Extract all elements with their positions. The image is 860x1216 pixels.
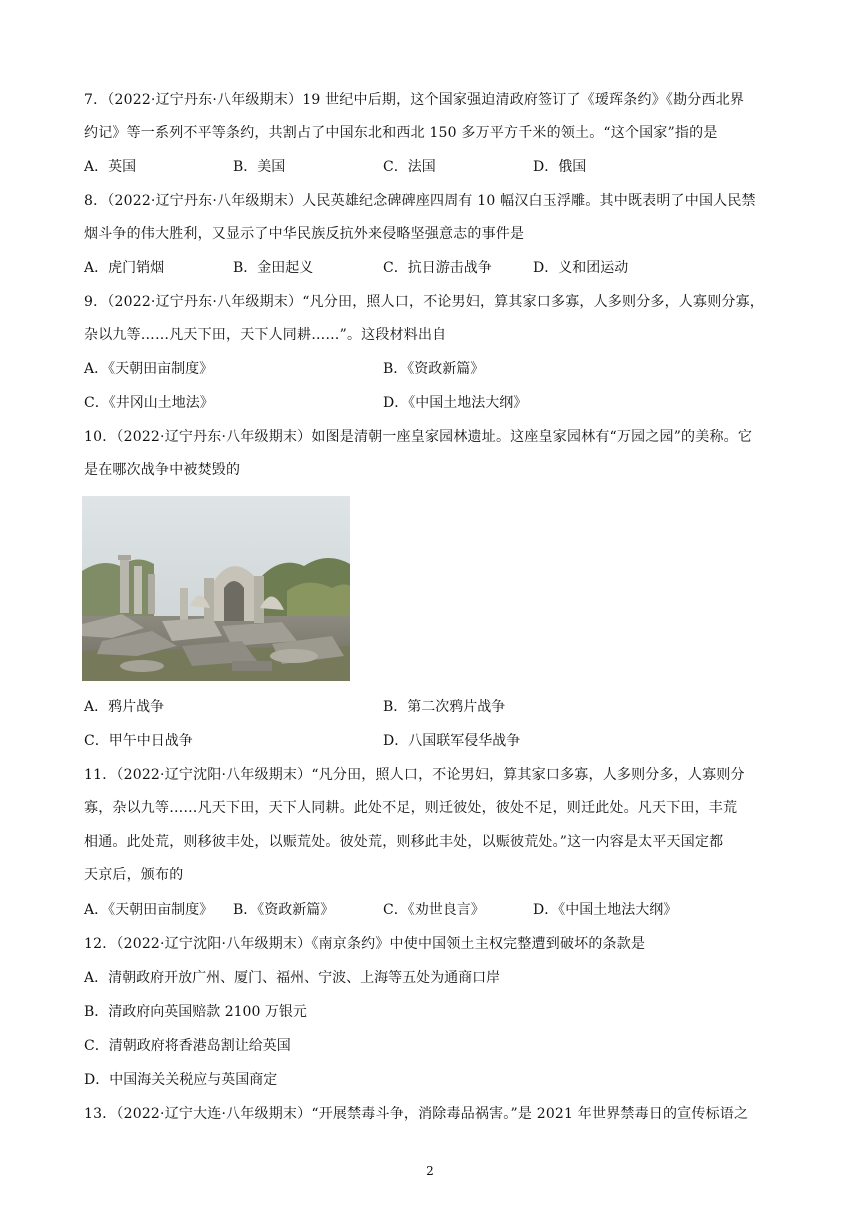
q7-line-2: 约记》等一系列不平等条约，共割占了中国东北和西北 150 多万平方千米的领土。“这个国家”指的是	[84, 125, 718, 141]
q12-line-1: 12．（2022·辽宁沈阳·八年级期末）《南京条约》中使中国领土主权完整遭到破坏的条款是	[84, 936, 646, 952]
q12-option-a: A．清朝政府开放广州、厦门、福州、宁波、上海等五处为通商口岸	[84, 970, 501, 986]
q10-line-2: 是在哪次战争中被焚毁的	[84, 462, 241, 478]
q10-option-b: B．第二次鸦片战争	[383, 699, 506, 715]
ruins-photo	[82, 496, 350, 681]
q9-option-d: D．《中国土地法大纲》	[383, 395, 528, 411]
q11-option-b: B．《资政新篇》	[233, 902, 335, 918]
q9-line-1: 9．（2022·辽宁丹东·八年级期末）“凡分田，照人口，不论男妇，算其家口多寡，人多则分多，人寡则分寡，	[84, 294, 764, 310]
q9-line-2: 杂以九等……凡天下田，天下人同耕……”。这段材料出自	[84, 327, 447, 343]
q7-option-b: B．美国	[233, 159, 286, 175]
q9-option-c: C．《井冈山土地法》	[84, 395, 214, 411]
q10-line-1: 10．（2022·辽宁丹东·八年级期末）如图是清朝一座皇家园林遗址。这座皇家园林有“万园之园”的美称。它	[84, 429, 753, 445]
q8-line-1: 8．（2022·辽宁丹东·八年级期末）人民英雄纪念碑碑座四周有 10 幅汉白玉浮雕。其中既表明了中国人民禁	[84, 193, 756, 209]
q11-line-3: 相通。此处荒，则移彼丰处，以赈荒处。彼处荒，则移此丰处，以赈彼荒处。”这一内容是太平天国定都	[84, 834, 724, 850]
q8-option-b: B．金田起义	[233, 260, 314, 276]
q11-option-a: A．《天朝田亩制度》	[84, 902, 214, 918]
q7-option-c: C．法国	[383, 159, 436, 175]
q9-option-b: B．《资政新篇》	[383, 361, 485, 377]
q11-line-4: 天京后，颁布的	[84, 867, 184, 883]
q11-option-c: C．《劝世良言》	[383, 902, 485, 918]
q7-line-1: 7．（2022·辽宁丹东·八年级期末）19 世纪中后期，这个国家强迫清政府签订了《瑷珲条约》《勘分西北界	[84, 92, 745, 108]
q10-option-d: D．八国联军侵华战争	[383, 733, 521, 749]
q11-option-d: D．《中国土地法大纲》	[533, 902, 678, 918]
q8-option-d: D．义和团运动	[533, 260, 629, 276]
q8-option-c: C．抗日游击战争	[383, 260, 492, 276]
q11-line-1: 11．（2022·辽宁沈阳·八年级期末）“凡分田，照人口，不论男妇，算其家口多寡，人多则分多，人寡则分	[84, 767, 745, 783]
q12-option-b: B．清政府向英国赔款 2100 万银元	[84, 1004, 307, 1020]
q10-option-a: A．鸦片战争	[84, 699, 165, 715]
q12-option-d: D．中国海关关税应与英国商定	[84, 1072, 278, 1088]
q8-option-a: A．虎门销烟	[84, 260, 165, 276]
q8-line-2: 烟斗争的伟大胜利，又显示了中华民族反抗外来侵略坚强意志的事件是	[84, 226, 525, 242]
q11-line-2: 寡，杂以九等……凡天下田，天下人同耕。此处不足，则迁彼处，彼处不足，则迁此处。凡天下田，丰荒	[84, 800, 738, 816]
page-number: 2	[426, 1164, 434, 1178]
q10-option-c: C．甲午中日战争	[84, 733, 193, 749]
q13-line-1: 13．（2022·辽宁大连·八年级期末）“开展禁毒斗争，消除毒品祸害。”是 2021 年世界禁毒日的宣传标语之	[84, 1106, 749, 1122]
q9-option-a: A．《天朝田亩制度》	[84, 361, 214, 377]
q7-option-d: D．俄国	[533, 159, 587, 175]
q12-option-c: C．清朝政府将香港岛割让给英国	[84, 1038, 291, 1054]
q7-option-a: A．英国	[84, 159, 137, 175]
